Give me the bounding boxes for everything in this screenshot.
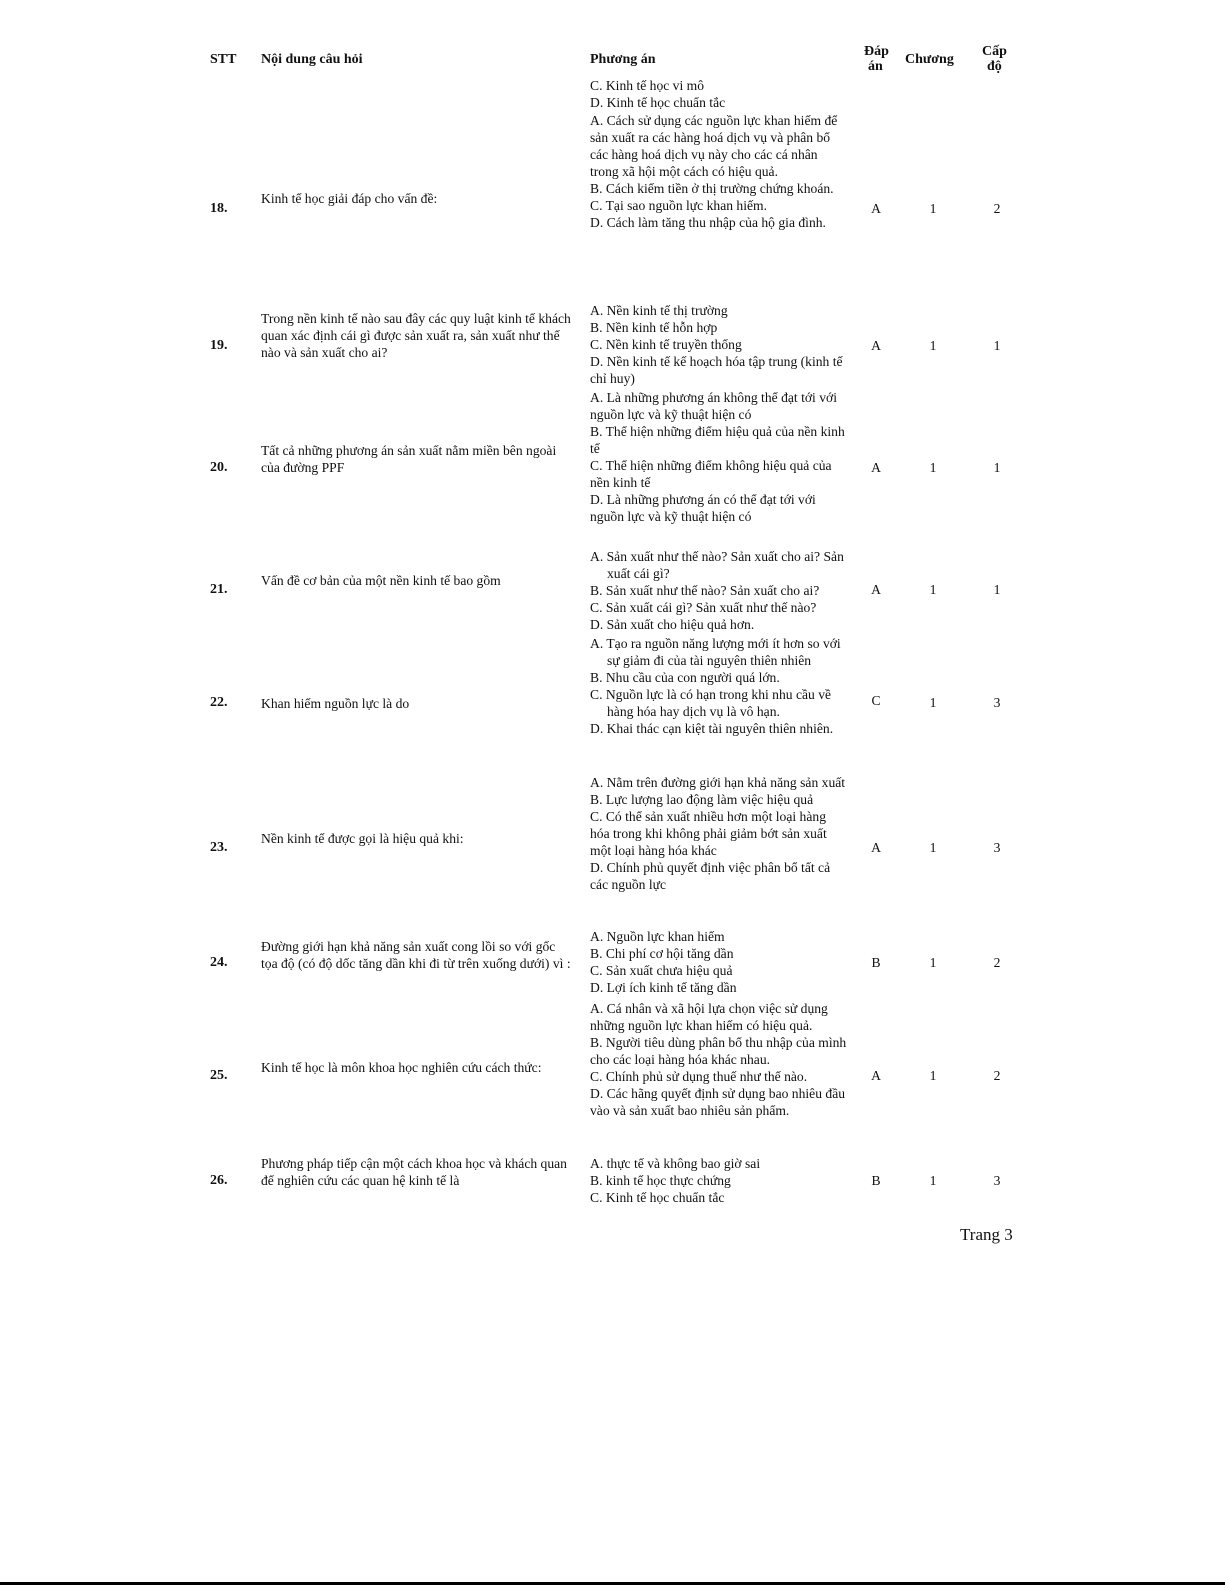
header-chapter: Chương [905, 52, 954, 67]
question-number: 18. [210, 201, 228, 216]
option-text: D. Là những phương án có thể đạt tới với nguồn lực và kỹ thuật hiện có [590, 492, 816, 524]
header-stt: STT [210, 52, 237, 67]
question-text: Tất cả những phương án sản xuất nằm miền bên ngoài của đường PPF [261, 443, 557, 475]
option-text: C. Nền kinh tế truyền thống [590, 337, 742, 352]
option-text: A. Cá nhân và xã hội lựa chọn việc sử dụng những nguồn lực khan hiếm có hiệu quả. [590, 1001, 828, 1033]
chapter-cell: 1 [929, 840, 937, 855]
answer-cell: A [871, 338, 881, 353]
option-text: C. Sản xuất cái gì? Sản xuất như thế nào? [590, 600, 817, 615]
answer-cell: A [871, 460, 881, 475]
option-text: C. Tại sao nguồn lực khan hiếm. [590, 198, 768, 213]
question-text: Khan hiếm nguồn lực là do [261, 696, 410, 711]
answer-cell: A [871, 582, 881, 597]
option-text: C. Sản xuất chưa hiệu quả [590, 963, 733, 978]
table-header [0, 0, 1225, 80]
header-answer-line2: án [868, 59, 883, 74]
option-list [590, 635, 848, 737]
option-list [590, 112, 848, 231]
option-list [590, 774, 848, 893]
question-text: Trong nền kinh tế nào sau đây các quy luật kinh tế khách quan xác định cái gì được sản xuất ra, sản xuất như thế nào và sản xuất cho ai? [261, 311, 571, 360]
option-text: B. Nhu cầu của con người quá lớn. [590, 670, 780, 685]
question-number: 19. [210, 338, 228, 353]
header-answer-line1: Đáp [864, 44, 889, 59]
question-number: 21. [210, 582, 228, 597]
header-level-line1: Cấp [982, 44, 1007, 59]
option-text: B. Chi phí cơ hội tăng dần [590, 946, 734, 961]
option-text: C. Kinh tế học vi mô [590, 78, 705, 93]
question-number: 23. [210, 840, 228, 855]
page-number: Trang 3 [960, 1225, 1013, 1244]
option-list [590, 302, 848, 387]
chapter-cell: 1 [929, 201, 937, 216]
option-text: B. Nền kinh tế hỗn hợp [590, 320, 718, 335]
question-text: Nền kinh tế được gọi là hiệu quả khi: [261, 831, 464, 846]
option-text: B. Lực lượng lao động làm việc hiệu quả [590, 792, 814, 807]
option-text: A. Là những phương án không thể đạt tới với nguồn lực và kỹ thuật hiện có [590, 390, 837, 422]
question-number: 24. [210, 955, 228, 970]
option-text: D. Nền kinh tế kế hoạch hóa tập trung (kinh tế chỉ huy) [590, 354, 843, 386]
option-text: D. Khai thác cạn kiệt tài nguyên thiên nhiên. [590, 721, 834, 736]
level-cell: 3 [993, 1173, 1001, 1188]
option-list [590, 1000, 848, 1119]
option-text: A. Nằm trên đường giới hạn khả năng sản xuất [590, 775, 846, 790]
option-text: C. Có thể sản xuất nhiều hơn một loại hàng hóa trong khi không phải giảm bớt sản xuất một loại hàng hóa khác [590, 809, 827, 858]
option-text: A. Sản xuất như thế nào? Sản xuất cho ai? Sản xuất cái gì? [590, 549, 844, 581]
option-text: B. kinh tế học thực chứng [590, 1173, 731, 1188]
question-text: Đường giới hạn khả năng sản xuất cong lồi so với gốc tọa độ (có độ dốc tăng dần khi đi từ trên xuống dưới) vì : [261, 939, 571, 971]
level-cell: 2 [993, 201, 1001, 216]
chapter-cell: 1 [929, 1068, 937, 1083]
chapter-cell: 1 [929, 1173, 937, 1188]
question-text: Kinh tế học giải đáp cho vấn đề: [261, 191, 438, 206]
level-cell: 1 [993, 460, 1001, 475]
question-number: 26. [210, 1173, 228, 1188]
option-text: A. Nền kinh tế thị trường [590, 303, 728, 318]
option-text: D. Chính phủ quyết định việc phân bổ tất cả các nguồn lực [590, 860, 831, 892]
question-text: Vấn đề cơ bản của một nền kinh tế bao gồm [261, 573, 501, 588]
question-number: 20. [210, 460, 228, 475]
chapter-cell: 1 [929, 460, 937, 475]
option-text: C. Kinh tế học chuẩn tắc [590, 1190, 725, 1205]
header-question: Nội dung câu hỏi [261, 52, 363, 67]
option-text: D. Kinh tế học chuẩn tắc [590, 95, 726, 110]
option-list [590, 389, 848, 525]
header-level-line2: độ [987, 59, 1002, 74]
option-text: B. Sản xuất như thế nào? Sản xuất cho ai? [590, 583, 820, 598]
question-text: Kinh tế học là môn khoa học nghiên cứu cách thức: [261, 1060, 542, 1075]
question-number: 25. [210, 1068, 228, 1083]
chapter-cell: 1 [929, 338, 937, 353]
answer-cell: A [871, 1068, 881, 1083]
option-text: D. Lợi ích kinh tế tăng dần [590, 980, 737, 995]
option-text: A. Nguồn lực khan hiếm [590, 929, 725, 944]
option-text: D. Các hãng quyết định sử dụng bao nhiêu đầu vào và sản xuất bao nhiêu sản phẩm. [590, 1086, 846, 1118]
chapter-cell: 1 [929, 582, 937, 597]
answer-cell: A [871, 201, 881, 216]
option-text: A. thực tế và không bao giờ sai [590, 1156, 761, 1171]
option-text: B. Cách kiếm tiền ở thị trường chứng khoán. [590, 181, 834, 196]
level-cell: 1 [993, 338, 1001, 353]
level-cell: 3 [993, 695, 1001, 710]
option-text: C. Nguồn lực là có hạn trong khi nhu cầu về hàng hóa hay dịch vụ là vô hạn. [590, 687, 832, 719]
option-list [590, 1155, 848, 1206]
option-text: A. Tạo ra nguồn năng lượng mới ít hơn so với sự giảm đi của tài nguyên thiên nhiên [590, 636, 841, 668]
level-cell: 1 [993, 582, 1001, 597]
option-text: D. Sản xuất cho hiệu quả hơn. [590, 617, 755, 632]
question-text: Phương pháp tiếp cận một cách khoa học và khách quan để nghiên cứu các quan hệ kinh tế là [261, 1156, 567, 1188]
option-text: C. Chính phủ sử dụng thuế như thế nào. [590, 1069, 808, 1084]
answer-cell: C [871, 693, 881, 708]
answer-cell: B [871, 955, 881, 970]
carryover-options [590, 77, 848, 111]
option-text: A. Cách sử dụng các nguồn lực khan hiếm để sản xuất ra các hàng hoá dịch vụ và phân bổ các hàng hoá dịch vụ này cho các cá nhân trong xã hội một cách có hiệu quả. [590, 113, 838, 179]
option-text: B. Người tiêu dùng phân bổ thu nhập của mình cho các loại hàng hóa khác nhau. [590, 1035, 847, 1067]
level-cell: 2 [993, 1068, 1001, 1083]
level-cell: 2 [993, 955, 1001, 970]
answer-cell: A [871, 840, 881, 855]
answer-cell: B [871, 1173, 881, 1188]
option-list [590, 928, 848, 996]
option-text: B. Thể hiện những điểm hiệu quả của nền kinh tế [590, 424, 845, 456]
option-text: C. Thể hiện những điểm không hiệu quả của nền kinh tế [590, 458, 832, 490]
header-options: Phương án [590, 52, 656, 67]
chapter-cell: 1 [929, 955, 937, 970]
option-text: D. Cách làm tăng thu nhập của hộ gia đình. [590, 215, 826, 230]
question-number: 22. [210, 695, 228, 710]
chapter-cell: 1 [929, 695, 937, 710]
option-list [590, 548, 848, 633]
level-cell: 3 [993, 840, 1001, 855]
